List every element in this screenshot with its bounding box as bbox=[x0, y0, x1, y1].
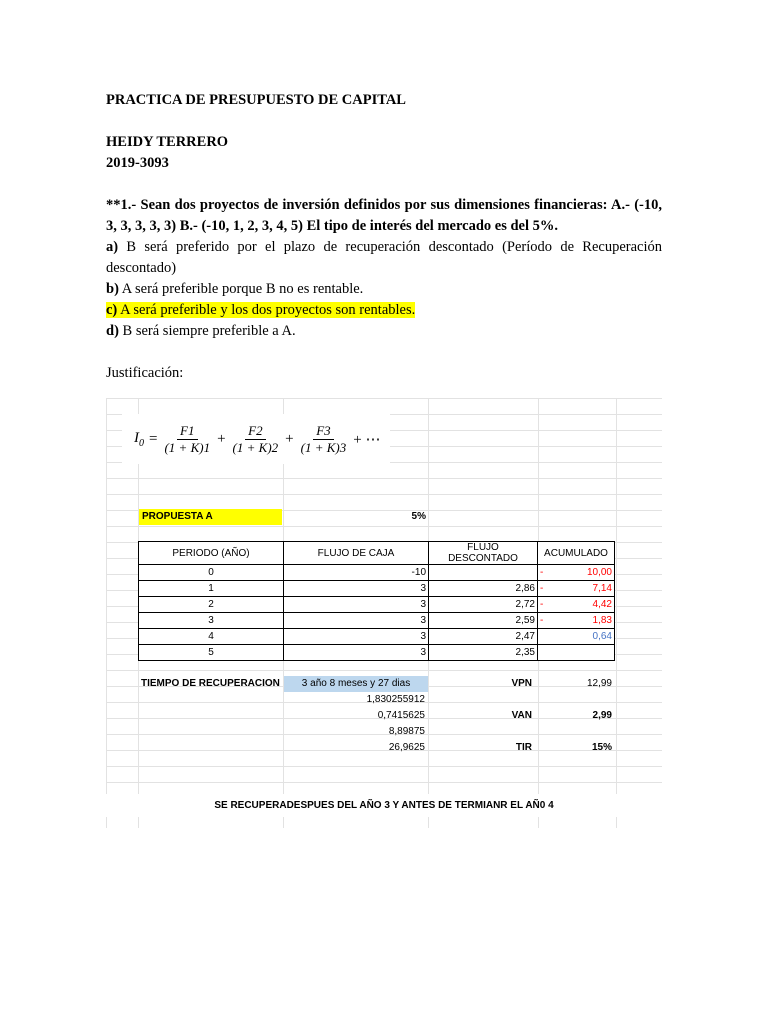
period-cell: 1 bbox=[139, 581, 284, 597]
calc-value-4: 26,9625 bbox=[388, 742, 425, 753]
formula-term: $\frac{F3}{(1 + K)3}$ bbox=[300, 422, 347, 455]
proposal-label: PROPUESTA A bbox=[139, 509, 282, 525]
cash-cell: 3 bbox=[284, 581, 429, 597]
formula-term: $\frac{F2}{(1 + K)2}$ bbox=[232, 422, 279, 455]
calc-value-3: 8,89875 bbox=[388, 726, 425, 737]
option-text: A será preferible porque B no es rentable. bbox=[118, 281, 364, 297]
cash-cell: 3 bbox=[284, 613, 429, 629]
option-letter: a) bbox=[106, 239, 119, 255]
tir-label: TIR bbox=[515, 742, 532, 753]
van-label: VAN bbox=[511, 710, 532, 721]
header-discounted-flow: FLUJO DESCONTADO bbox=[429, 542, 538, 565]
interest-rate: 5% bbox=[411, 511, 426, 522]
calc-value-1: 1,830255912 bbox=[366, 694, 425, 705]
formula-lhs: $I_0$ bbox=[134, 429, 144, 449]
formula-tail: + ⋯ bbox=[353, 431, 381, 448]
conclusion-note: SE RECUPERADESPUES DEL AÑO 3 Y ANTES DE TERMIANR EL AÑ0 4 bbox=[106, 794, 662, 817]
option-d bbox=[106, 321, 662, 342]
npv-formula: $I_0$ = $\frac{F1}{(1 + K)1}$ + $\frac{F2}{(1 + K)2}$ + $\frac{F3}{(1 + K)3}$ + ⋯ bbox=[122, 414, 390, 464]
table-row bbox=[139, 613, 615, 629]
option-letter: d) bbox=[106, 323, 119, 339]
header-cash-flow: FLUJO DE CAJA bbox=[284, 542, 429, 565]
table-row bbox=[139, 565, 615, 581]
discounted-cell: 2,47 bbox=[429, 629, 538, 645]
option-b bbox=[106, 279, 662, 300]
period-cell: 2 bbox=[139, 597, 284, 613]
discounted-cell: 2,72 bbox=[429, 597, 538, 613]
student-id: 2019-3093 bbox=[106, 155, 169, 171]
vpn-label: VPN bbox=[511, 678, 532, 689]
header-accumulated: ACUMULADO bbox=[538, 542, 615, 565]
tir-value: 15% bbox=[591, 742, 612, 753]
cash-flow-table bbox=[138, 541, 615, 661]
table-row bbox=[139, 581, 615, 597]
table-row bbox=[139, 629, 615, 645]
option-text: A será preferible y los dos proyectos son rentables. bbox=[117, 302, 416, 318]
period-cell: 4 bbox=[139, 629, 284, 645]
recovery-time-label: TIEMPO DE RECUPERACION bbox=[141, 678, 280, 689]
van-value: 2,99 bbox=[592, 710, 612, 721]
cash-cell: -10 bbox=[284, 565, 429, 581]
accumulated-cell: - 4,42 bbox=[538, 597, 615, 613]
header-period: PERIODO (AÑO) bbox=[139, 542, 284, 565]
option-c-highlighted bbox=[106, 300, 662, 321]
accumulated-cell: - 10,00 bbox=[538, 565, 615, 581]
table-row bbox=[139, 645, 615, 661]
option-letter: c) bbox=[106, 302, 118, 318]
justification-label: Justificación: bbox=[106, 365, 184, 381]
discounted-cell: 2,86 bbox=[429, 581, 538, 597]
author-name: HEIDY TERRERO bbox=[106, 134, 229, 150]
table-header-row bbox=[139, 542, 615, 565]
spreadsheet-screenshot bbox=[106, 398, 662, 828]
cash-cell: 3 bbox=[284, 597, 429, 613]
question-text: **1.- Sean dos proyectos de inversión definidos por sus dimensiones financieras: A.- (-10, 3, 3, 3, 3, 3) B.- (-10, 1, 2, 3, 4, 5) El tipo de interés del mercado es del 5%. bbox=[106, 197, 662, 234]
table-row bbox=[139, 597, 615, 613]
period-cell: 0 bbox=[139, 565, 284, 581]
accumulated-cell: - 7,14 bbox=[538, 581, 615, 597]
period-cell: 5 bbox=[139, 645, 284, 661]
discounted-cell bbox=[429, 565, 538, 581]
option-text: B será preferido por el plazo de recuperación descontado (Período de Recuperación descontado) bbox=[106, 239, 662, 276]
cash-cell: 3 bbox=[284, 629, 429, 645]
discounted-cell: 2,35 bbox=[429, 645, 538, 661]
accumulated-cell bbox=[538, 645, 615, 661]
period-cell: 3 bbox=[139, 613, 284, 629]
document-title: PRACTICA DE PRESUPUESTO DE CAPITAL bbox=[106, 92, 406, 108]
vpn-value: 12,99 bbox=[586, 678, 612, 689]
option-a bbox=[106, 237, 662, 279]
cash-cell: 3 bbox=[284, 645, 429, 661]
discounted-cell: 2,59 bbox=[429, 613, 538, 629]
calc-value-2: 0,7415625 bbox=[377, 710, 425, 721]
formula-term: $\frac{F1}{(1 + K)1}$ bbox=[164, 422, 211, 455]
recovery-time-value: 3 año 8 meses y 27 dias bbox=[284, 676, 428, 692]
document-body bbox=[106, 90, 662, 384]
option-text: B será siempre preferible a A. bbox=[118, 323, 296, 339]
option-letter: b) bbox=[106, 281, 119, 297]
accumulated-cell: - 1,83 bbox=[538, 613, 615, 629]
accumulated-cell: 0,64 bbox=[538, 629, 615, 645]
